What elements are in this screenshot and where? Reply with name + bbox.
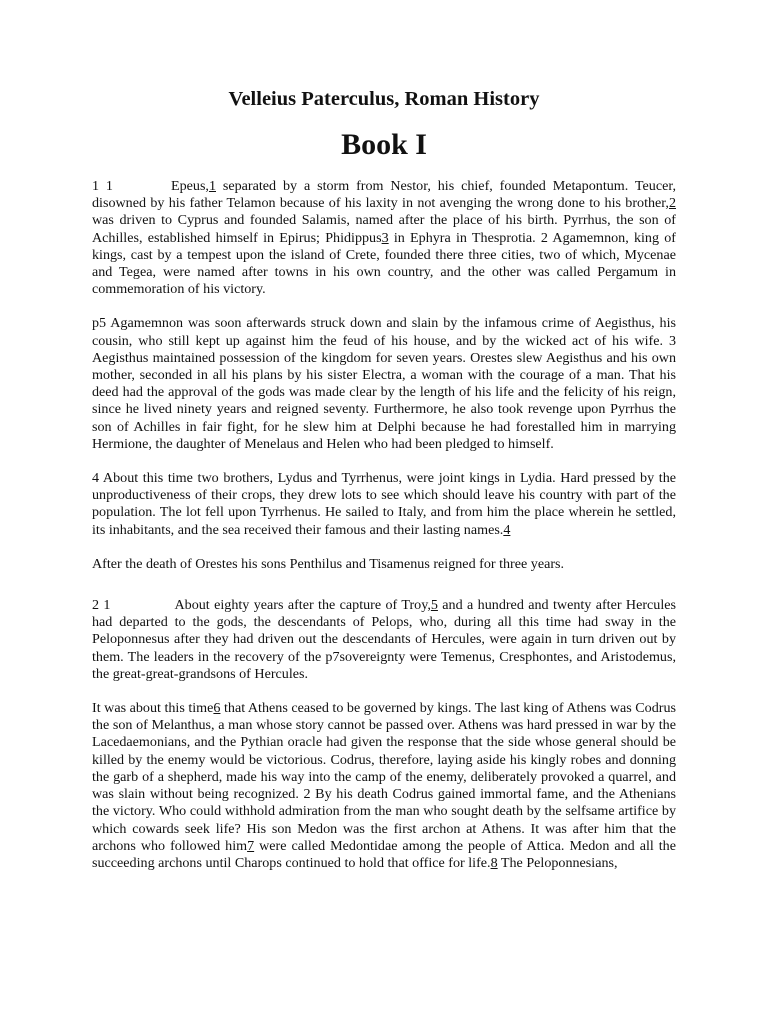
paragraph: [92, 556, 676, 573]
paragraph: [92, 700, 676, 872]
paragraph-text: p5 Agamemnon was soon afterwards struck down and slain by the infamous crime of Aegisthus, his cousin, who still kept up against him the feud of his house, and by the wicked act of his wife. 3 Aegisthus maintained possession of the kingdom for seven years. Orestes slew Aegisthus and his own mother, seconded in all his plans by his sister Electra, a woman with the courage of a man. That his deed had the approval of the gods was made clear by the length of his life and the felicity of his reign, since he lived ninety years and reigned seventy. Furthermore, he also took revenge upon Pyrrhus the son of Achilles in fair fight, for he slew him at Delphi because he had forestalled him in marrying Hermione, the daughter of Menelaus and Helen who had been pledged to himself.: [92, 315, 676, 452]
paragraph-text: About eighty years after the capture of Troy,: [174, 597, 431, 614]
paragraph-text: The Peloponnesians,: [497, 854, 618, 871]
paragraph-text: in Ephyra in Thesprotia. 2 Agamemnon, king of kings, cast by a tempest upon the island of Crete, founded there three cities, two of which, Mycenae and Tegea, were named after towns in his own country, and the other was called Pergamum in commemoration of his victory.: [92, 229, 676, 298]
document-title: Velleius Paterculus, Roman History: [228, 88, 540, 110]
footnote-link[interactable]: 8: [490, 854, 498, 871]
paragraph-text: 4 About this time two brothers, Lydus and Tyrrhenus, were joint kings in Lydia. Hard pressed by the unproductiveness of their crops, they drew lots to see which should leave his country with part of the population. The lot fell upon Tyrrhenus. He sailed to Italy, and from him the place wherein he settled, its inhabitants, and the sea received their famous and their lasting names.: [92, 470, 676, 538]
footnote-link[interactable]: 4: [503, 521, 511, 538]
paragraph-text: separated by a storm from Nestor, his chief, founded Metapontum. Teucer, disowned by his father Telamon because of his laxity in not avenging the wrong done to his brother,: [92, 178, 676, 212]
document-page: [92, 86, 676, 889]
footnote-link[interactable]: 7: [247, 837, 255, 854]
paragraph: [92, 597, 676, 683]
paragraph-text: were called Medontidae among the people of Attica. Medon and all the succeeding archons until Charops continued to hold that office for life.: [92, 837, 676, 871]
footnote-link[interactable]: 3: [381, 229, 389, 246]
paragraph-text: and a hundred and twenty after Hercules had departed to the gods, the descendants of Pelops, who, during all this time had sway in the Peloponnesus after they had driven out the descendants of Hercules, were again in turn driven out by them. The leaders in the recovery of the p7sovereignty were Temenus, Cresphontes, and Aristodemus, the great-great-grandsons of Hercules.: [92, 597, 677, 682]
paragraph-text: that Athens ceased to be governed by kings. The last king of Athens was Codrus the son of Melanthus, a man whose story cannot be passed over. Athens was hard pressed in war by the Lacedaemonians, and the Pythian oracle had given the response that the side whose general should be killed by the enemy would be victorious. Codrus, therefore, laying aside his kingly robes and donning the garb of a shepherd, made his way into the camp of the enemy, deliberately provoked a quarrel, and was slain without being recognized. 2 By his death Codrus gained immortal fame, and the Athenians the victory. Who could withhold admiration from the man who sought death by the selfsame artifice by which cowards seek life? His son Medon was the first archon at Athens. It was after him that the archons who followed him: [92, 700, 676, 854]
paragraph: [92, 315, 676, 453]
paragraph-text: After the death of Orestes his sons Penthilus and Tisamenus reigned for three years.: [92, 555, 565, 572]
paragraph-text: 1 1: [92, 178, 113, 194]
document-body: [92, 178, 676, 872]
paragraph-text: 2 1: [92, 597, 111, 614]
book-heading: Book I: [341, 128, 427, 161]
paragraph-text: Epeus,: [170, 178, 209, 194]
paragraph-text: was driven to Cyprus and founded Salamis, named after the place of his birth. Pyrrhus, the son of Achilles, established himself in Epirus; Phidippus: [92, 212, 676, 246]
paragraph: [92, 178, 676, 298]
paragraph-text: It was about this time: [92, 700, 214, 717]
footnote-link[interactable]: 6: [213, 700, 221, 717]
footnote-link[interactable]: 5: [430, 597, 438, 614]
paragraph: [92, 470, 676, 539]
footnote-link[interactable]: 2: [668, 195, 676, 212]
footnote-link[interactable]: 1: [208, 178, 216, 194]
